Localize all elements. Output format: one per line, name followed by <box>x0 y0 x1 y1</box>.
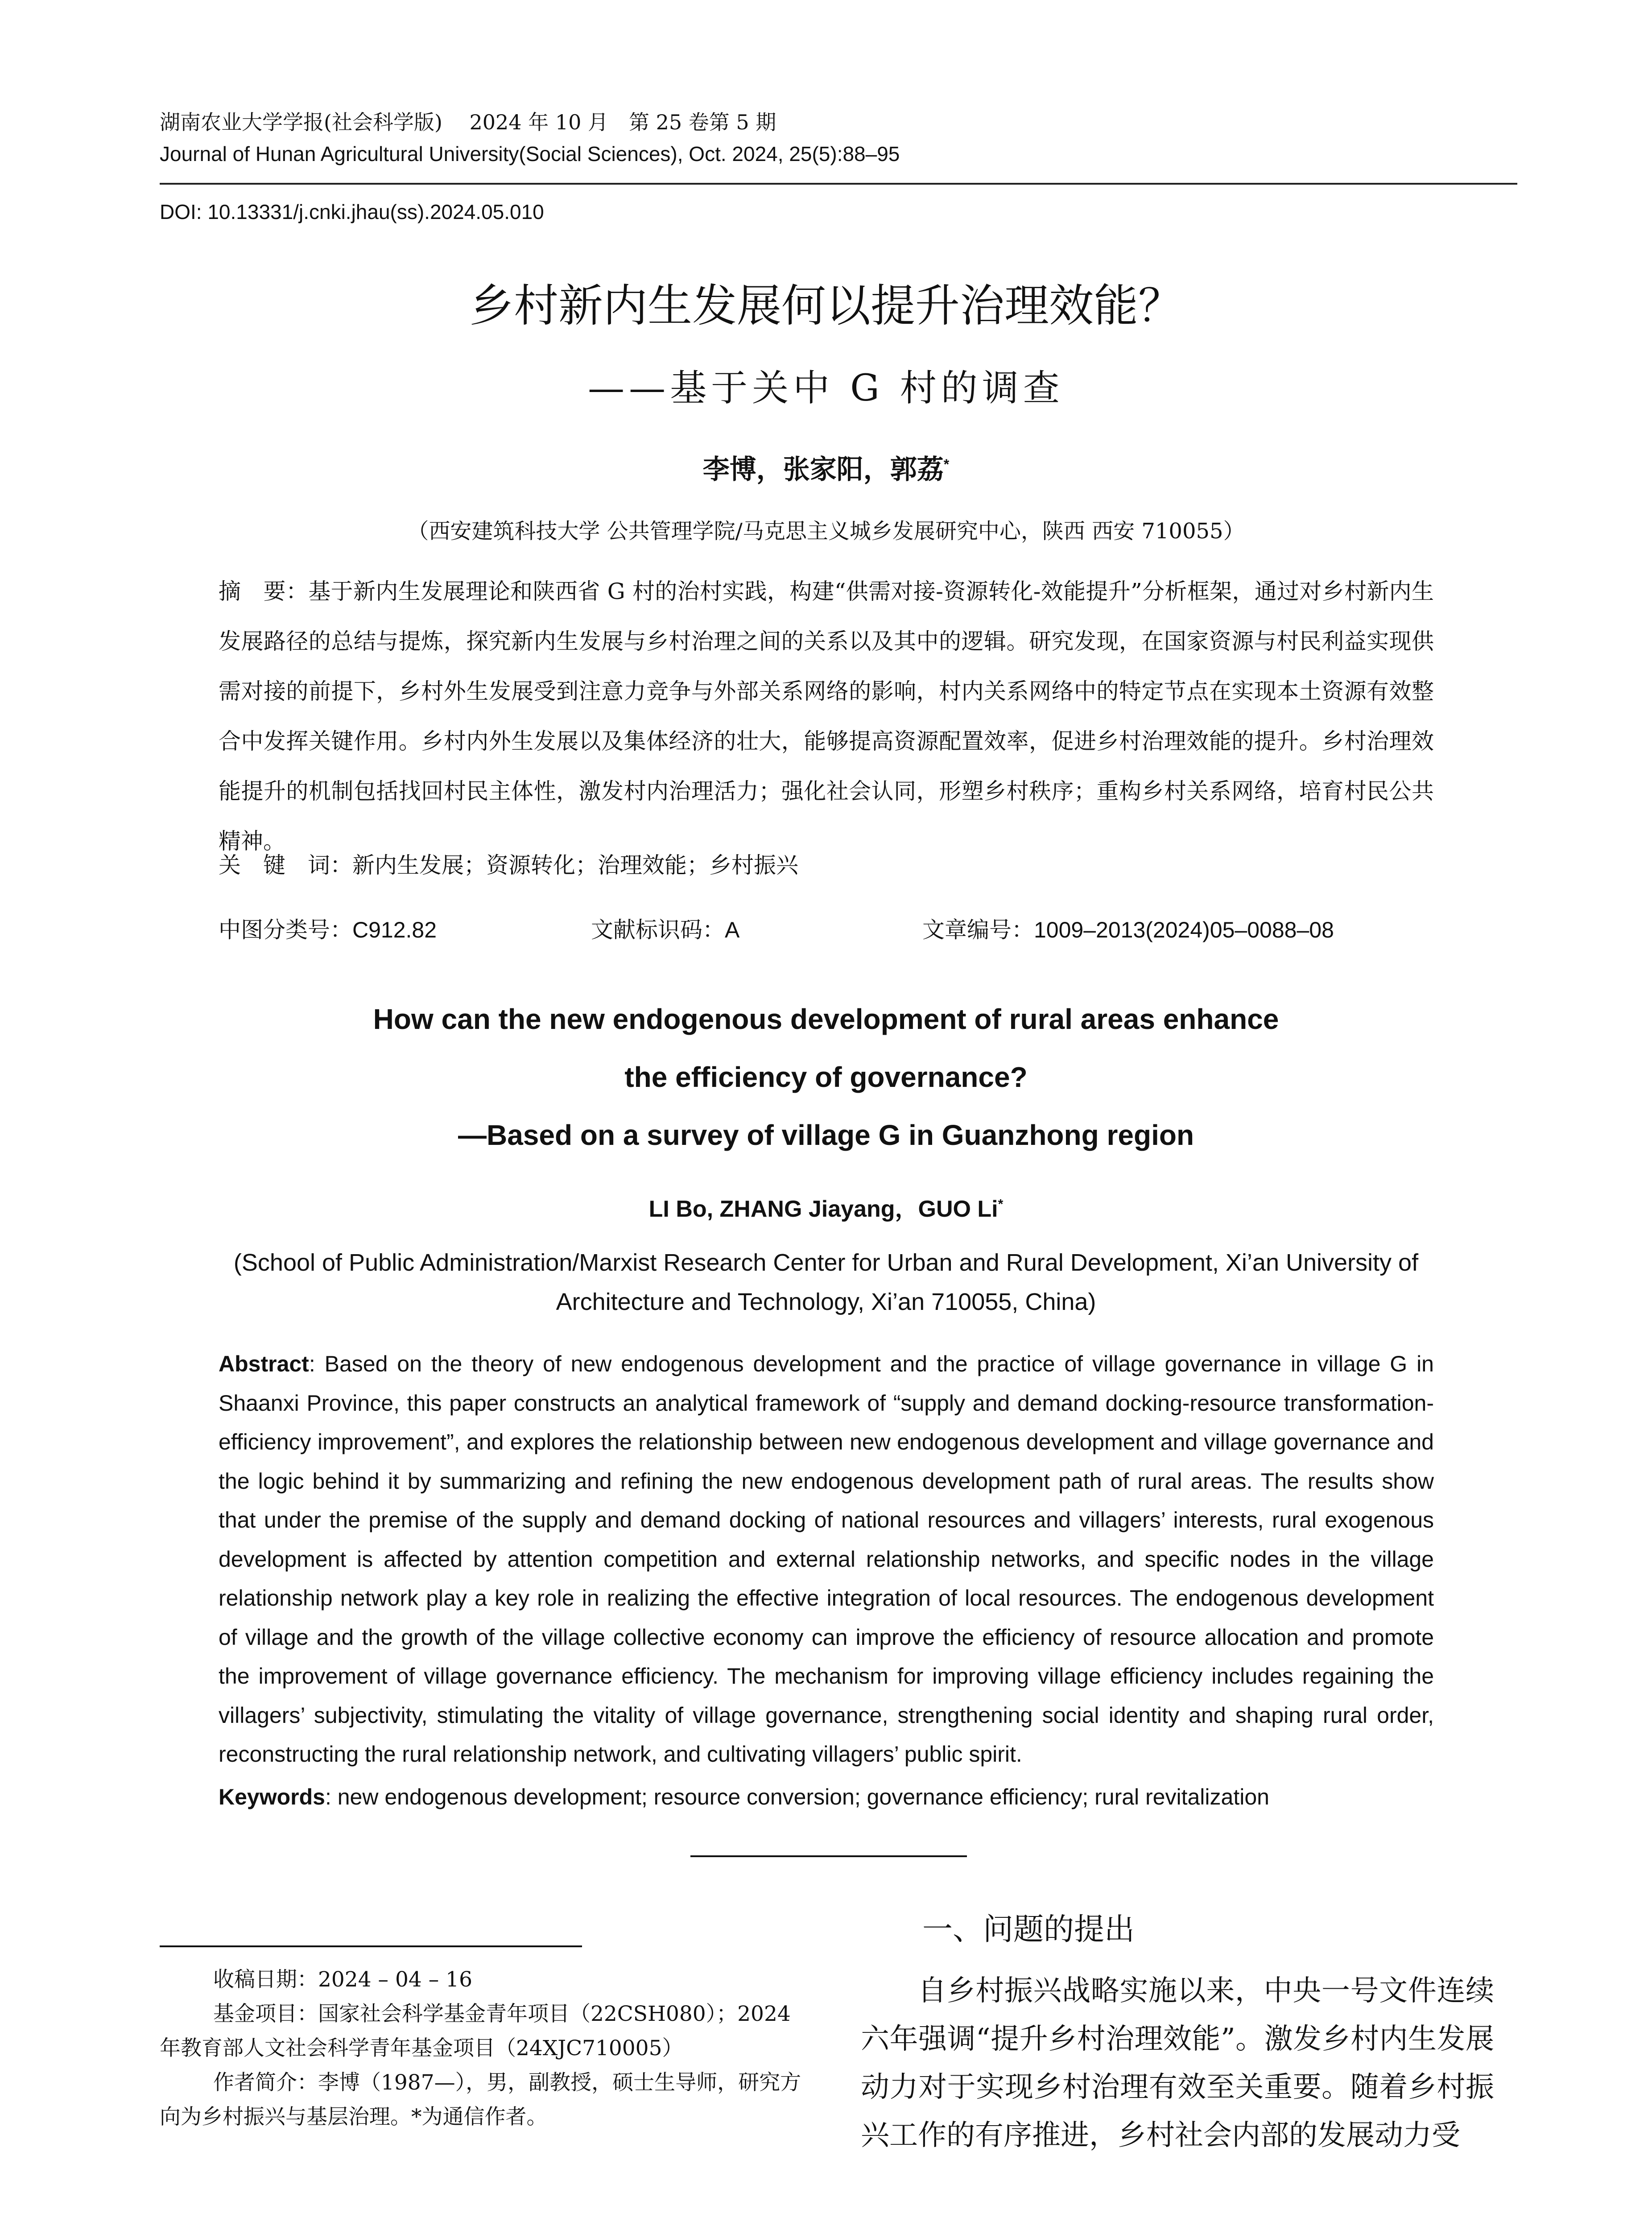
corresponding-mark: * <box>943 456 950 472</box>
subtitle-cn: ——基于关中 G 村的调查 <box>588 367 1064 409</box>
keywords-en-text: : new endogenous development; resource conversion; governance efficiency; rural revitalization <box>325 1784 1269 1809</box>
footnote-fund: 基金项目：国家社会科学基金青年项目（22CSH080）；2024 年教育部人文社会科学青年基金项目（24XJC710005） <box>160 2002 791 2061</box>
keywords-cn <box>219 847 798 880</box>
keywords-en-label: Keywords <box>219 1784 325 1809</box>
abstract-en-text: : Based on the theory of new endogenous development and the practice of village governance in village G in Shaanxi Province, this paper constructs an analytical framework of “supply and demand docking-resource transformation-efficiency improvement”, and explores the relationship between new endogenous development and village governance and the logic behind it by summarizing and refining the new endogenous development path of rural areas. The results show that under the premise of the supply and demand docking of national resources and villagers’ interests, rural exogenous development is affected by attention competition and external relationship networks, and specific nodes in the village relationship network play a key role in realizing the effective integration of local resources. The endogenous development of village and the growth of the village collective economy can improve the efficiency of resource allocation and promote the improvement of village governance efficiency. The mechanism for improving village efficiency includes regaining the villagers’ subjectivity, stimulating the vitality of village governance, strengthening social identity and shaping rural order, reconstructing the rural relationship network, and cultivating villagers’ public spirit. <box>219 1351 1434 1767</box>
abstract-cn-text: 基于新内生发展理论和陕西省 G 村的治村实践，构建“供需对接-资源转化-效能提升”分析框架，通过对乡村新内生发展路径的总结与提炼，探究新内生发展与乡村治理之间的关系以及其中的逻辑。研究发现，在国家资源与村民利益实现供需对接的前提下，乡村外生发展受到注意力竞争与外部关系网络的影响，村内关系网络中的特定节点在实现本土资源有效整合中发挥关键作用。乡村内外生发展以及集体经济的壮大，能够提高资源配置效率，促进乡村治理效能的提升。乡村治理效能提升的机制包括找回村民主体性，激发村内治理活力；强化社会认同，形塑乡村秩序；重构乡村关系网络，培育村民公共精神。 <box>219 578 1434 854</box>
corresponding-mark-en: * <box>998 1197 1004 1212</box>
authors-cn <box>0 448 1652 487</box>
authors-en <box>0 1190 1652 1223</box>
abstract-cn <box>219 566 1434 866</box>
authors-en-names: LI Bo, ZHANG Jiayang，GUO Li <box>648 1196 998 1222</box>
abstract-en-label: Abstract <box>219 1351 309 1376</box>
abstract-en <box>219 1345 1434 1774</box>
affiliation-en-line-2: Architecture and Technology, Xi’an 710055, China) <box>556 1288 1096 1315</box>
keywords-en <box>219 1784 1269 1810</box>
keywords-cn-text: 新内生发展；资源转化；治理效能；乡村振兴 <box>352 852 798 878</box>
journal-header-cn: 湖南农业大学学报(社会科学版) 2024 年 10 月 第 25 卷第 5 期 <box>160 110 776 134</box>
document-code: 文献标识码：A <box>591 917 740 942</box>
article-number: 文章编号：1009–2013(2024)05–0088–08 <box>922 917 1334 942</box>
footnote-author-bio: 作者简介：李博（1987—），男，副教授，硕士生导师，研究方向为乡村振兴与基层治理。*为通信作者。 <box>160 2070 801 2129</box>
affiliation-en-line-1: (School of Public Administration/Marxist Research Center for Urban and Rural Development, Xi’an University of <box>233 1249 1419 1276</box>
footnote-received-date: 收稿日期：2024 – 04 – 16 <box>213 1967 472 1992</box>
title-en-line-2: the efficiency of governance? <box>624 1061 1028 1093</box>
title-cn: 乡村新内生发展何以提升治理效能？ <box>469 281 1183 331</box>
authors-cn-names: 李博，张家阳，郭荔 <box>702 454 944 484</box>
section-separator-rule <box>690 1855 967 1857</box>
body-paragraph: 自乡村振兴战略实施以来，中央一号文件连续六年强调“提升乡村治理效能”。激发乡村内生发展动力对于实现乡村治理有效至关重要。随着乡村振兴工作的有序推进，乡村社会内部的发展动力受 <box>861 1974 1494 2152</box>
abstract-cn-label: 摘 要： <box>219 579 309 604</box>
clc-number: 中图分类号：C912.82 <box>219 917 437 942</box>
section-heading: 一、问题的提出 <box>922 1912 1135 1946</box>
doi: DOI: 10.13331/j.cnki.jhau(ss).2024.05.010 <box>160 200 544 223</box>
header-rule <box>160 183 1517 185</box>
keywords-cn-label: 关 键 词： <box>219 853 352 878</box>
affiliation-cn: （西安建筑科技大学 公共管理学院/马克思主义城乡发展研究中心，陕西 西安 710055） <box>407 519 1245 544</box>
footnote-rule <box>160 1945 582 1947</box>
journal-header-en: Journal of Hunan Agricultural University(Social Sciences), Oct. 2024, 25(5):88–95 <box>160 142 900 165</box>
title-en-line-3: —Based on a survey of village G in Guanzhong region <box>458 1119 1194 1151</box>
title-en-line-1: How can the new endogenous development of rural areas enhance <box>373 1003 1279 1035</box>
